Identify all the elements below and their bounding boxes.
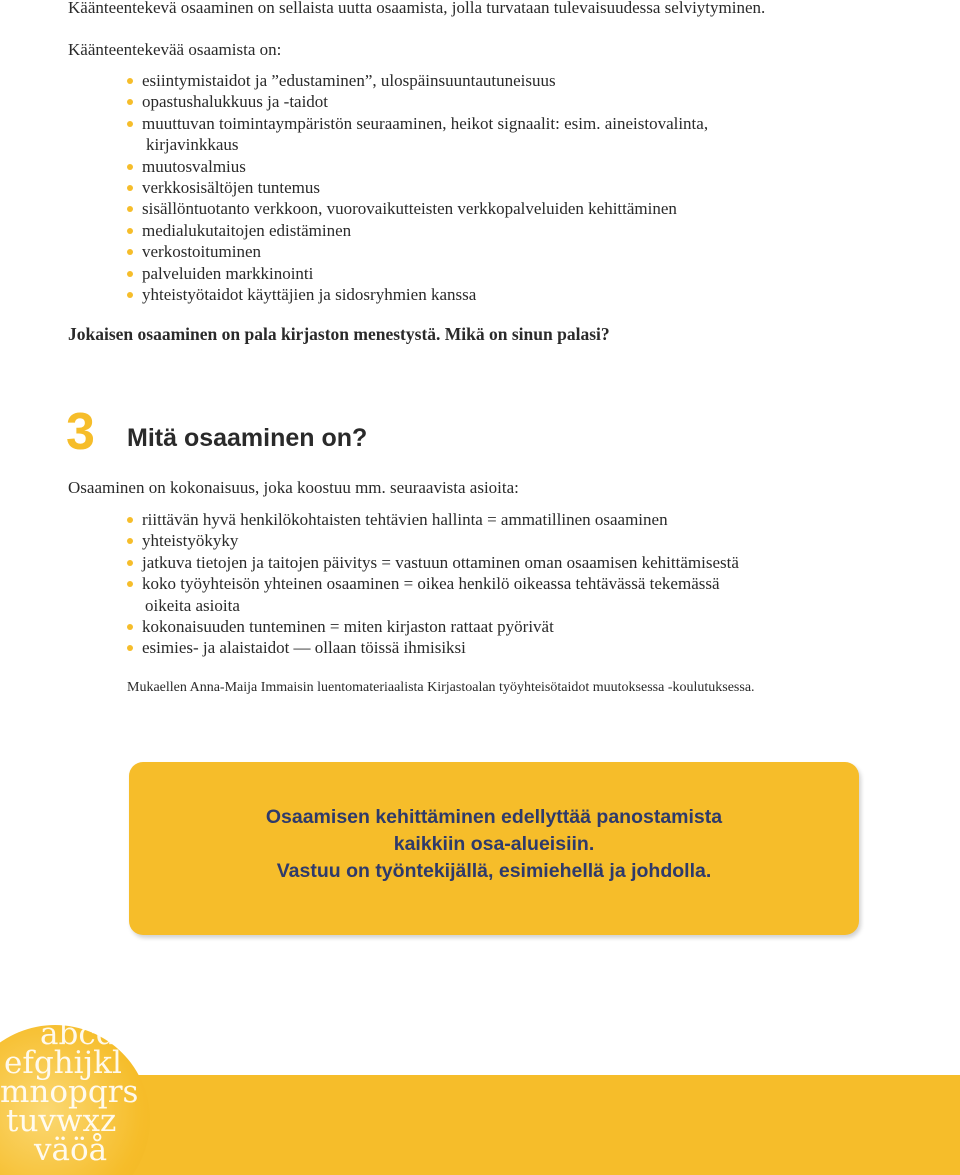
source-note: Mukaellen Anna-Maija Immaisin luentomateriaalista Kirjastoalan työyhteisötaidot muutoksessa -koulutuksessa. (127, 680, 755, 695)
alphabet-logo (0, 1020, 150, 1175)
list-item: medialukutaitojen edistäminen (127, 220, 708, 241)
list-item-continuation: kirjavinkkaus (146, 135, 239, 155)
section-lead: Osaaminen on kokonaisuus, joka koostuu mm. seuraavista asioita: (68, 478, 519, 497)
callout-box (129, 762, 859, 935)
callout-line: kaikkiin osa-alueisiin. (393, 833, 595, 855)
intro-lead: Käänteentekevää osaamista on: (68, 40, 282, 59)
list-item: esimies- ja alaistaidot — ollaan töissä ihmisiksi (127, 637, 739, 658)
logo-letter-row: efghijkl (4, 1045, 122, 1081)
logo-letter-row: abcd (40, 1020, 116, 1052)
list-item: jatkuva tietojen ja taitojen päivitys = vastuun ottaminen oman osaamisen kehittämisestä (127, 552, 739, 573)
list-item: palveluiden markkinointi (127, 263, 708, 284)
list-item: esiintymistaidot ja ”edustaminen”, ulospäinsuuntautuneisuus (127, 70, 708, 91)
list-item: muutosvalmius (127, 156, 708, 177)
section-title: Mitä osaaminen on? (127, 424, 368, 452)
callout-line: Vastuu on työntekijällä, esimiehellä ja johdolla. (276, 860, 712, 882)
list-item: yhteistyökyky (127, 530, 739, 551)
list-item: yhteistyötaidot käyttäjien ja sidosryhmien kanssa (127, 284, 708, 305)
list-item: opastushalukkuus ja -taidot (127, 91, 708, 112)
section-list (127, 509, 739, 659)
list-item: riittävän hyvä henkilökohtaisten tehtävien hallinta = ammatillinen osaaminen (127, 509, 739, 530)
list-item: muuttuvan toimintaympäristön seuraaminen, heikot signaalit: esim. aineistovalinta, (127, 113, 708, 134)
callout-text (129, 804, 859, 885)
list-item: kokonaisuuden tunteminen = miten kirjaston rattaat pyörivät (127, 616, 739, 637)
list-item: verkostoituminen (127, 241, 708, 262)
logo-letter-row: väöå (34, 1132, 108, 1168)
list-item-continuation: oikeita asioita (145, 595, 240, 615)
intro-top-line: Käänteentekevä osaaminen on sellaista uutta osaamista, jolla turvataan tulevaisuudessa selviytyminen. (68, 0, 766, 17)
intro-list (127, 70, 708, 305)
emphasis-text: Jokaisen osaaminen on pala kirjaston menestystä. Mikä on sinun palasi? (68, 324, 610, 344)
logo-letter-row: tuvwxz (6, 1103, 117, 1139)
section-number: 3 (66, 403, 95, 461)
list-item: koko työyhteisön yhteinen osaaminen = oikea henkilö oikeassa tehtävässä tekemässä (127, 573, 739, 594)
logo-letters (0, 1020, 150, 1168)
logo-letter-row: mnopqrs (0, 1074, 139, 1110)
list-item: sisällöntuotanto verkkoon, vuorovaikutteisten verkkopalveluiden kehittäminen (127, 198, 708, 219)
list-item: verkkosisältöjen tuntemus (127, 177, 708, 198)
callout-line: Osaamisen kehittäminen edellyttää panostamista (265, 806, 723, 828)
